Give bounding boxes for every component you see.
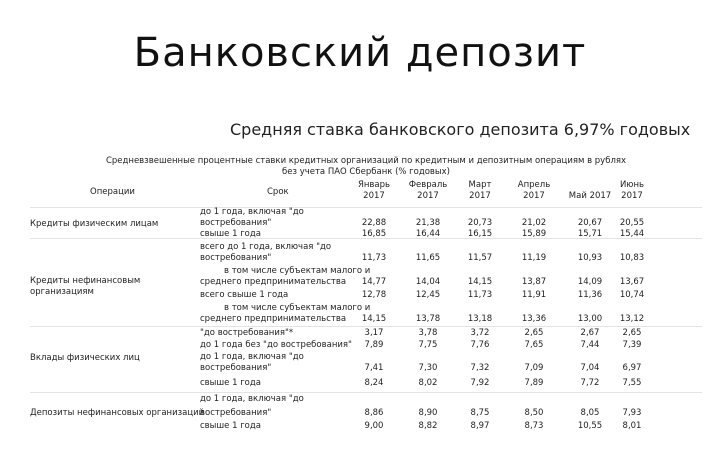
table-caption-line1: Средневзвешенные процентные ставки кредитных организаций по кредитным и депозитным операциям в рублях bbox=[105, 156, 627, 166]
slide-title: Банковский депозит bbox=[133, 30, 587, 76]
rate-value-cell: 8,50 bbox=[524, 408, 544, 418]
term-cell: востребования" bbox=[200, 363, 272, 373]
rate-value-cell: 7,76 bbox=[470, 340, 490, 350]
rate-value-cell: 13,36 bbox=[521, 314, 547, 324]
rate-value-cell: 7,89 bbox=[524, 378, 544, 388]
rate-value-cell: 2,65 bbox=[622, 328, 642, 338]
rate-value-cell: 13,67 bbox=[619, 277, 645, 287]
rate-value-cell: 13,12 bbox=[619, 314, 645, 324]
rate-value-cell: 2,67 bbox=[580, 328, 600, 338]
rate-value-cell: 10,74 bbox=[619, 290, 645, 300]
rate-value-cell: 16,15 bbox=[467, 229, 493, 239]
rate-value-cell: 8,24 bbox=[364, 378, 384, 388]
rate-value-cell: 22,88 bbox=[361, 218, 387, 228]
rate-value-cell: 9,00 bbox=[364, 421, 384, 431]
table-divider bbox=[30, 207, 702, 208]
rate-value-cell: 16,85 bbox=[361, 229, 387, 239]
header-year-1: 2017 bbox=[363, 191, 385, 201]
rate-value-cell: 12,45 bbox=[415, 290, 441, 300]
term-cell: всего до 1 года, включая "до bbox=[200, 242, 332, 252]
rate-value-cell: 7,72 bbox=[580, 378, 600, 388]
group-label-corporate-loans-2: организациям bbox=[30, 287, 94, 297]
header-month-4: Апрель bbox=[517, 180, 551, 190]
rate-value-cell: 8,82 bbox=[418, 421, 438, 431]
rate-value-cell: 20,67 bbox=[577, 218, 603, 228]
header-year-6: 2017 bbox=[621, 191, 643, 201]
rate-value-cell: 3,17 bbox=[364, 328, 384, 338]
term-cell: в том числе субъектам малого и bbox=[224, 266, 371, 276]
header-year-4: 2017 bbox=[523, 191, 545, 201]
rate-value-cell: 13,00 bbox=[577, 314, 603, 324]
header-month-6: Июнь bbox=[619, 180, 645, 190]
rate-value-cell: 3,78 bbox=[418, 328, 438, 338]
rate-value-cell: 11,19 bbox=[521, 253, 547, 263]
rate-value-cell: 7,75 bbox=[418, 340, 438, 350]
rates-table bbox=[30, 154, 702, 450]
term-cell: до 1 года, включая "до bbox=[200, 352, 304, 362]
rate-value-cell: 21,02 bbox=[521, 218, 547, 228]
rate-value-cell: 8,01 bbox=[622, 421, 642, 431]
rate-value-cell: 20,55 bbox=[619, 218, 645, 228]
rate-value-cell: 7,41 bbox=[364, 363, 384, 373]
rate-value-cell: 10,83 bbox=[619, 253, 645, 263]
header-year-3: 2017 bbox=[469, 191, 491, 201]
table-divider bbox=[30, 326, 702, 327]
rate-value-cell: 14,77 bbox=[361, 277, 387, 287]
rate-value-cell: 7,04 bbox=[580, 363, 600, 373]
rate-value-cell: 7,32 bbox=[470, 363, 490, 373]
group-label-corporate-deposits: Депозиты нефинансовых организаций bbox=[30, 408, 205, 418]
rate-value-cell: 7,09 bbox=[524, 363, 544, 373]
rate-value-cell: 11,65 bbox=[415, 253, 441, 263]
rate-value-cell: 13,78 bbox=[415, 314, 441, 324]
rate-value-cell: 13,87 bbox=[521, 277, 547, 287]
term-cell: до 1 года, включая "до bbox=[200, 207, 304, 217]
term-cell: в том числе субъектам малого и bbox=[224, 303, 371, 313]
header-term: Срок bbox=[267, 187, 289, 197]
rate-value-cell: 11,73 bbox=[467, 290, 493, 300]
rate-value-cell: 8,73 bbox=[524, 421, 544, 431]
term-cell: до 1 года, включая "до bbox=[200, 394, 304, 404]
group-label-corporate-loans: Кредиты нефинансовым bbox=[30, 276, 141, 286]
rate-value-cell: 7,39 bbox=[622, 340, 642, 350]
rate-value-cell: 8,05 bbox=[580, 408, 600, 418]
term-cell: "до востребования"* bbox=[200, 328, 294, 338]
rate-value-cell: 13,18 bbox=[467, 314, 493, 324]
rate-value-cell: 2,65 bbox=[524, 328, 544, 338]
table-divider bbox=[30, 392, 702, 393]
rate-value-cell: 3,72 bbox=[470, 328, 490, 338]
rate-value-cell: 7,30 bbox=[418, 363, 438, 373]
rate-value-cell: 12,78 bbox=[361, 290, 387, 300]
rate-value-cell: 11,73 bbox=[361, 253, 387, 263]
rate-value-cell: 7,44 bbox=[580, 340, 600, 350]
rate-value-cell: 15,71 bbox=[577, 229, 603, 239]
rate-value-cell: 7,92 bbox=[470, 378, 490, 388]
rate-value-cell: 8,97 bbox=[470, 421, 490, 431]
rate-value-cell: 16,44 bbox=[415, 229, 441, 239]
rate-value-cell: 6,97 bbox=[622, 363, 642, 373]
header-month-2: Февраль bbox=[408, 180, 448, 190]
rate-value-cell: 20,73 bbox=[467, 218, 493, 228]
term-cell: востребования" bbox=[200, 253, 272, 263]
term-cell: свыше 1 года bbox=[200, 229, 261, 239]
rate-value-cell: 7,55 bbox=[622, 378, 642, 388]
header-operations: Операции bbox=[90, 187, 135, 197]
rate-value-cell: 8,90 bbox=[418, 408, 438, 418]
rate-value-cell: 10,93 bbox=[577, 253, 603, 263]
rate-value-cell: 14,09 bbox=[577, 277, 603, 287]
rate-value-cell: 8,02 bbox=[418, 378, 438, 388]
rate-value-cell: 14,04 bbox=[415, 277, 441, 287]
header-month-1: Январь bbox=[357, 180, 391, 190]
term-cell: свыше 1 года bbox=[200, 378, 261, 388]
rate-value-cell: 11,91 bbox=[521, 290, 547, 300]
term-cell: среднего предпринимательства bbox=[200, 314, 347, 324]
header-year-5: Май 2017 bbox=[568, 191, 612, 201]
term-cell: всего свыше 1 года bbox=[200, 290, 289, 300]
rate-value-cell: 21,38 bbox=[415, 218, 441, 228]
rate-value-cell: 10,55 bbox=[577, 421, 603, 431]
rate-value-cell: 7,89 bbox=[364, 340, 384, 350]
term-cell: востребования" bbox=[200, 408, 272, 418]
term-cell: востребования" bbox=[200, 218, 272, 228]
group-label-individual-deposits: Вклады физических лиц bbox=[30, 353, 140, 363]
rate-value-cell: 15,44 bbox=[619, 229, 645, 239]
rate-value-cell: 15,89 bbox=[521, 229, 547, 239]
term-cell: свыше 1 года bbox=[200, 421, 261, 431]
rate-value-cell: 14,15 bbox=[361, 314, 387, 324]
rate-value-cell: 8,86 bbox=[364, 408, 384, 418]
group-label-consumer-loans: Кредиты физическим лицам bbox=[30, 219, 159, 229]
rate-value-cell: 11,57 bbox=[467, 253, 493, 263]
rate-value-cell: 14,15 bbox=[467, 277, 493, 287]
rate-value-cell: 8,75 bbox=[470, 408, 490, 418]
rate-value-cell: 11,36 bbox=[577, 290, 603, 300]
rate-value-cell: 7,93 bbox=[622, 408, 642, 418]
slide-subtitle: Средняя ставка банковского депозита 6,97% годовых bbox=[230, 120, 691, 139]
term-cell: до 1 года без "до востребования" bbox=[200, 340, 352, 350]
term-cell: среднего предпринимательства bbox=[200, 277, 347, 287]
rate-value-cell: 7,65 bbox=[524, 340, 544, 350]
header-month-3: Март bbox=[468, 180, 492, 190]
table-caption-line2: без учета ПАО Сбербанк (% годовых) bbox=[282, 167, 450, 177]
header-year-2: 2017 bbox=[417, 191, 439, 201]
